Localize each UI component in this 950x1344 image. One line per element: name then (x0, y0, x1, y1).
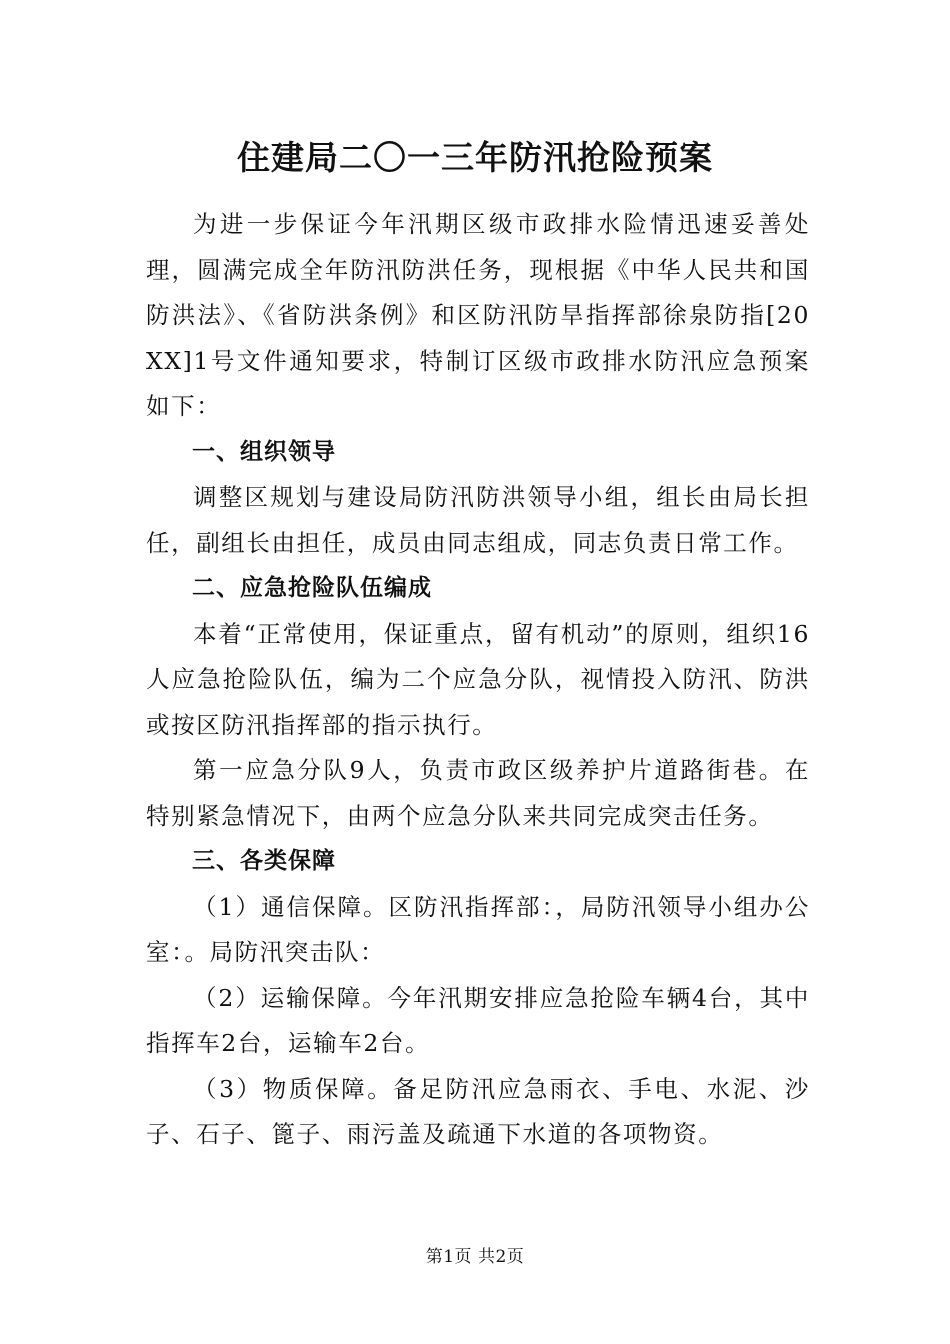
communication-support-paragraph: （1）通信保障。区防汛指挥部：，局防汛领导小组办公室：。局防汛突击队： (146, 892, 810, 966)
document-body (146, 202, 810, 1158)
document-title: 住建局二〇一三年防汛抢险预案 (237, 138, 713, 177)
section-heading-organization: 一、组织领导 (192, 438, 336, 465)
material-support-paragraph: （3）物质保障。备足防汛应急雨衣、手电、水泥、沙子、石子、篦子、雨污盖及疏通下水道的各项物资。 (146, 1074, 810, 1148)
first-squad-paragraph: 第一应急分队9人，负责市政区级养护片道路街巷。在特别紧急情况下，由两个应急分队来共同完成突击任务。 (146, 756, 810, 830)
page-number-footer: 第1页 共2页 (425, 1247, 525, 1267)
emergency-team-paragraph: 本着“正常使用，保证重点，留有机动”的原则，组织16人应急抢险队伍，编为二个应急分队，视情投入防汛、防洪或按区防汛指挥部的指示执行。 (146, 619, 810, 739)
intro-paragraph: 为进一步保证今年汛期区级市政排水险情迅速妥善处理，圆满完成全年防汛防洪任务，现根据《中华人民共和国防洪法》、《省防洪条例》和区防汛防旱指挥部徐泉防指[20XX]1号文件通知要求，特制订区级市政排水防汛应急预案如下： (146, 210, 810, 420)
transport-support-paragraph: （2）运输保障。今年汛期安排应急抢险车辆4台，其中指挥车2台，运输车2台。 (146, 983, 810, 1057)
section-heading-emergency-team: 二、应急抢险队伍编成 (192, 575, 432, 601)
organization-paragraph: 调整区规划与建设局防汛防洪领导小组，组长由局长担任，副组长由担任，成员由同志组成，同志负责日常工作。 (146, 483, 810, 557)
section-heading-support: 三、各类保障 (192, 848, 336, 874)
